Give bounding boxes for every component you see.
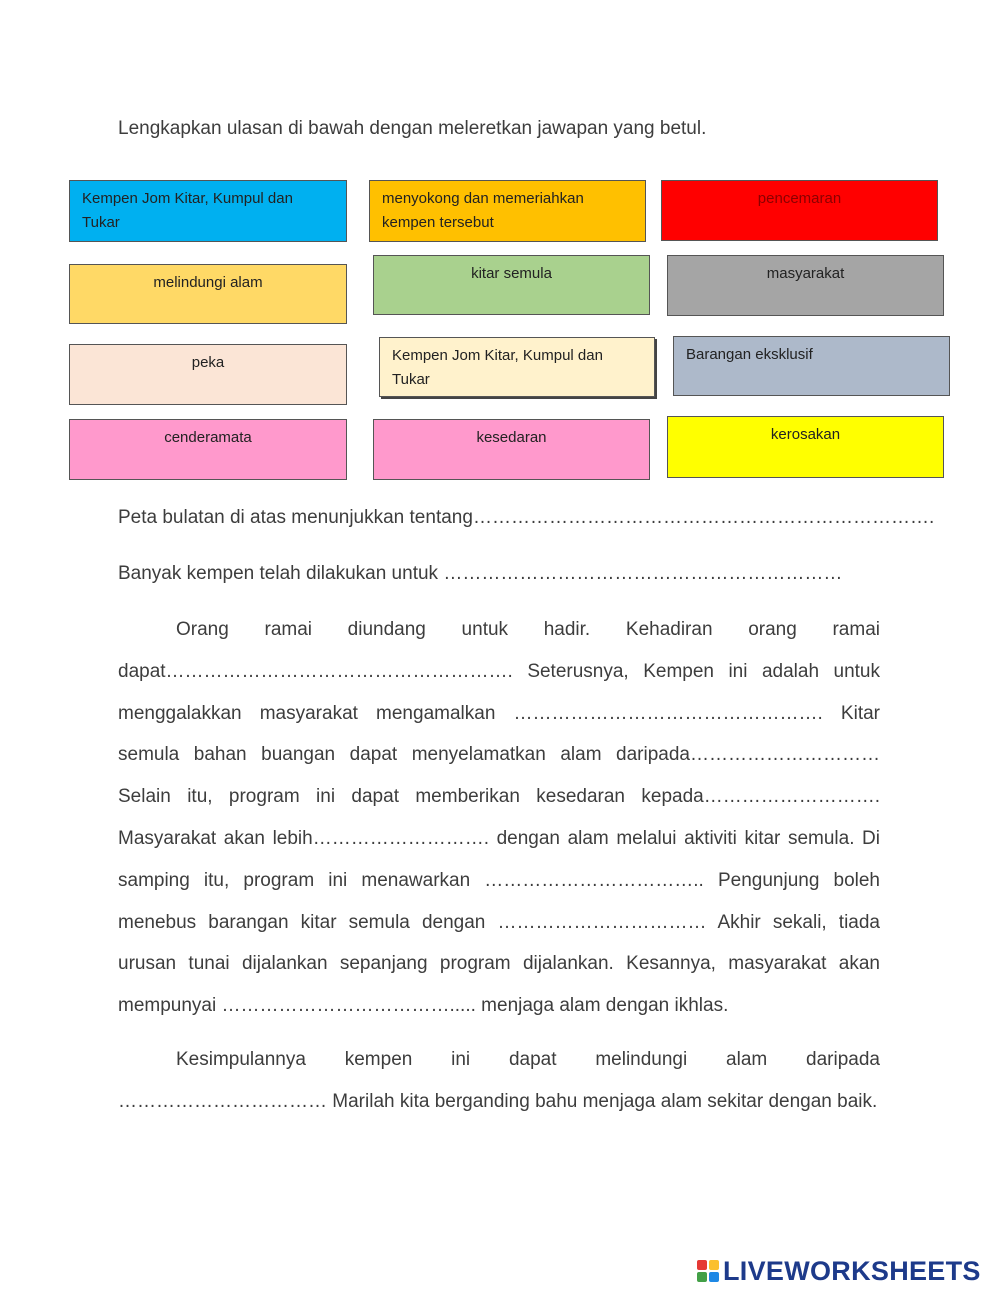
drop-blank-10[interactable]: ……………………………….....: [221, 995, 476, 1017]
paragraph-1-text-b: Seterusnya, Kempen ini adalah untuk menggalakkan masyarakat mengamalkan: [118, 660, 880, 724]
drag-card-kempen-jom-kitar-1[interactable]: Kempen Jom Kitar, Kumpul dan Tukar: [69, 180, 347, 242]
logo-text: LIVEWORKSHEETS: [723, 1255, 981, 1286]
drop-blank-6[interactable]: ……………………….: [703, 786, 880, 808]
question-2-text: Banyak kempen telah dilakukan untuk: [118, 563, 444, 584]
drop-blank-8[interactable]: ……………………………..: [484, 869, 704, 891]
drag-card-kitar-semula[interactable]: kitar semula: [373, 255, 650, 315]
paragraph-2-text-a: Kesimpulannya kempen ini dapat melindungi alam daripada: [176, 1049, 880, 1070]
logo-cubes-icon: [697, 1260, 719, 1282]
paragraph-1-text-e: Masyarakat akan lebih: [118, 827, 313, 849]
drag-card-kempen-jom-kitar-2[interactable]: Kempen Jom Kitar, Kumpul dan Tukar: [379, 337, 655, 397]
drop-blank-2[interactable]: ………………………………………………………: [443, 563, 843, 584]
drag-card-cenderamata[interactable]: cenderamata: [69, 419, 347, 480]
drag-card-masyarakat[interactable]: masyarakat: [667, 255, 944, 316]
drag-card-peka[interactable]: peka: [69, 344, 347, 405]
paragraph-1-text-g: Pengunjung boleh menebus barangan kitar semula dengan: [118, 869, 880, 933]
drag-card-melindungi-alam[interactable]: melindungi alam: [69, 264, 347, 324]
paragraph-1-text-d: Selain itu, program ini dapat memberikan kesedaran kepada: [118, 786, 704, 808]
logo-cube: [709, 1272, 719, 1282]
drop-blank-5[interactable]: …………………………: [690, 744, 880, 766]
drag-card-menyokong[interactable]: menyokong dan memeriahkan kempen tersebut: [369, 180, 646, 242]
paragraph-1-text-a: Orang ramai diundang untuk hadir. Kehadiran orang ramai dapat: [118, 619, 880, 682]
instruction-text: Lengkapkan ulasan di bawah dengan meleretkan jawapan yang betul.: [118, 118, 707, 139]
drop-blank-9[interactable]: ……………………………: [497, 911, 707, 933]
logo-cube: [697, 1272, 707, 1282]
paragraph-1-text-f: dengan alam melalui aktiviti kitar semula. Di samping itu, program ini menawarkan: [118, 827, 880, 891]
paragraph-1-text-h: Akhir sekali, tiada urusan tunai dijalankan sepanjang program dijalankan. Kesannya, masyarakat akan mempunyai: [118, 911, 880, 1017]
liveworksheets-logo: [697, 1253, 981, 1289]
logo-cube: [697, 1260, 707, 1270]
paragraph-2: [118, 1039, 880, 1123]
question-1-text: Peta bulatan di atas menunjukkan tentang: [118, 507, 473, 528]
drag-card-barangan-eksklusif[interactable]: Barangan eksklusif: [673, 336, 950, 396]
question-2: [118, 563, 842, 585]
drop-blank-1[interactable]: ……………………………………………………………….: [472, 507, 935, 528]
drop-blank-3[interactable]: ……………………………………………….: [165, 660, 513, 682]
paragraph-2-text-b: Marilah kita berganding bahu menjaga alam sekitar dengan baik.: [327, 1090, 878, 1112]
drop-blank-4[interactable]: ………………………………………….: [513, 702, 823, 724]
question-1: [118, 507, 934, 529]
logo-cube: [709, 1260, 719, 1270]
drag-card-kesedaran[interactable]: kesedaran: [373, 419, 650, 480]
drop-blank-11[interactable]: ……………………………: [118, 1090, 327, 1112]
paragraph-1-text-c: Kitar semula bahan buangan dapat menyelamatkan alam daripada: [118, 702, 880, 766]
drop-blank-7[interactable]: ……………………….: [312, 827, 489, 849]
paragraph-1-text-i: menjaga alam dengan ikhlas.: [475, 995, 729, 1017]
drag-card-kerosakan[interactable]: kerosakan: [667, 416, 944, 478]
paragraph-1: [118, 609, 880, 1027]
drag-card-pencemaran[interactable]: pencemaran: [661, 180, 938, 241]
